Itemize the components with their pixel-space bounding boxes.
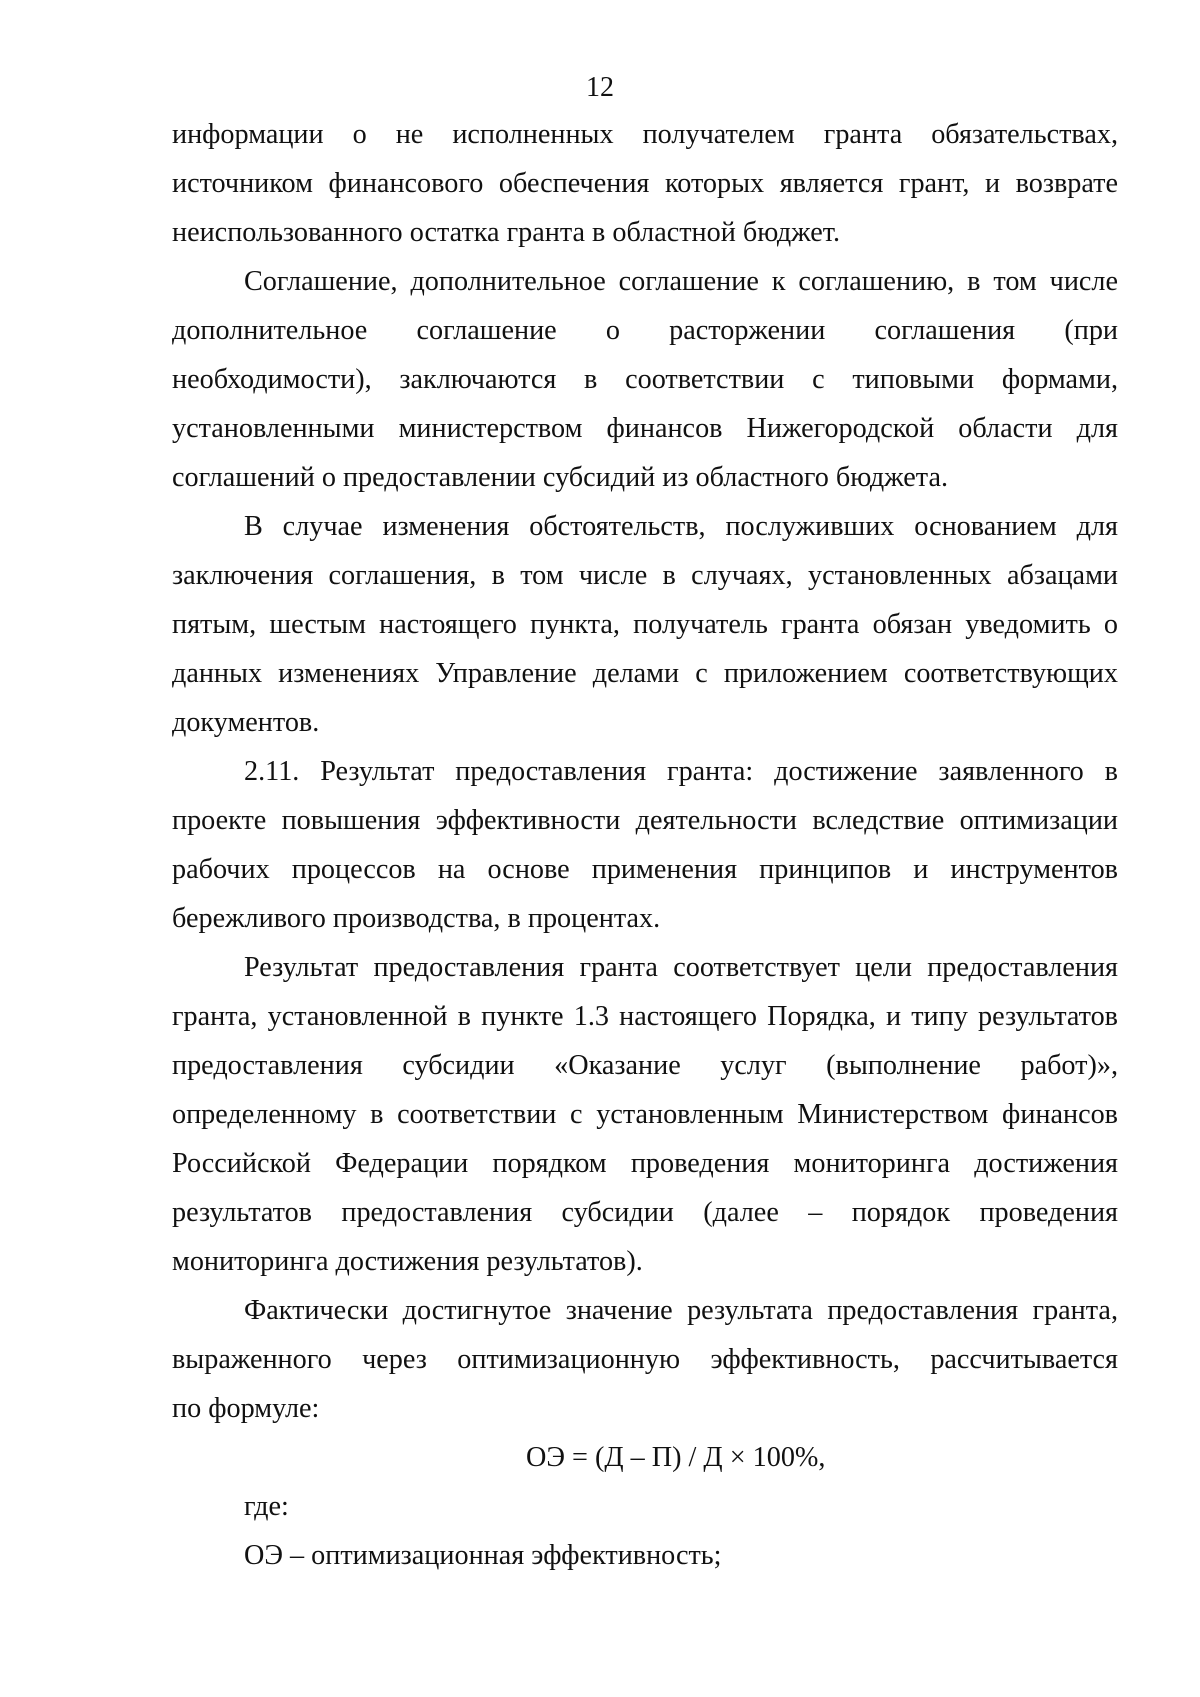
text-line: Фактически достигнутое значение результата предоставления гранта, [244, 1295, 1118, 1326]
text-line: Соглашение, дополнительное соглашение к соглашению, в том числе [244, 266, 1118, 297]
text-line: дополнительное соглашение о расторжении соглашения (при [172, 315, 1118, 346]
text-line: информации о не исполненных получателем гранта обязательствах, [172, 119, 1118, 150]
text-line: документов. [172, 707, 320, 738]
text-line: предоставления субсидии «Оказание услуг (выполнение работ)», [172, 1050, 1118, 1081]
text-line: мониторинга достижения результатов). [172, 1246, 643, 1277]
text-line: рабочих процессов на основе применения принципов и инструментов [172, 854, 1118, 885]
text-line: бережливого производства, в процентах. [172, 903, 661, 934]
text-line: Российской Федерации порядком проведения мониторинга достижения [172, 1148, 1118, 1179]
text-line: заключения соглашения, в том числе в случаях, установленных абзацами [172, 560, 1118, 591]
text-line: пятым, шестым настоящего пункта, получатель гранта обязан уведомить о [172, 609, 1118, 640]
text-line: гранта, установленной в пункте 1.3 настоящего Порядка, и типу результатов [172, 1001, 1118, 1032]
text-line: необходимости), заключаются в соответствии с типовыми формами, [172, 364, 1118, 395]
text-line: источником финансового обеспечения которых является грант, и возврате [172, 168, 1118, 199]
text-line: выраженного через оптимизационную эффективность, рассчитывается [172, 1344, 1118, 1375]
text-line: по формуле: [172, 1393, 320, 1424]
body-text [172, 110, 1118, 1580]
page-number: 12 [586, 72, 614, 103]
text-line: ОЭ – оптимизационная эффективность; [244, 1540, 722, 1571]
text-line: установленными министерством финансов Нижегородской области для [172, 413, 1118, 444]
text-line: неиспользованного остатка гранта в областной бюджет. [172, 217, 841, 248]
text-line: соглашений о предоставлении субсидий из областного бюджета. [172, 462, 949, 493]
formula: ОЭ = (Д – П) / Д × 100%, [526, 1442, 826, 1473]
text-line: В случае изменения обстоятельств, послуживших основанием для [244, 511, 1118, 542]
text-line: определенному в соответствии с установленным Министерством финансов [172, 1099, 1118, 1130]
text-line: результатов предоставления субсидии (далее – порядок проведения [172, 1197, 1118, 1228]
text-line: 2.11. Результат предоставления гранта: достижение заявленного в [244, 756, 1118, 787]
text-line: где: [244, 1491, 289, 1522]
text-line: Результат предоставления гранта соответствует цели предоставления [244, 952, 1118, 983]
text-line: данных изменениях Управление делами с приложением соответствующих [172, 658, 1118, 689]
text-line: проекте повышения эффективности деятельности вследствие оптимизации [172, 805, 1118, 836]
